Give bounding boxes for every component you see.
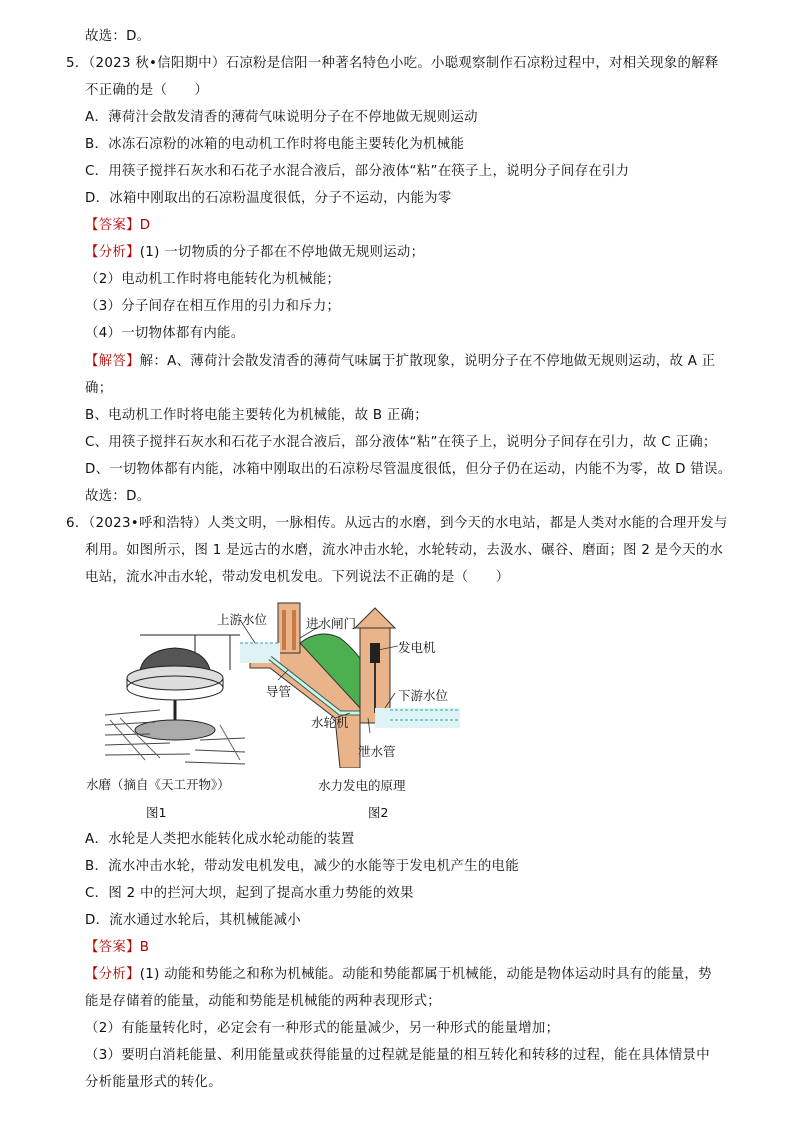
figure1-caption: 水磨（摘自《天工开物》）	[86, 777, 230, 792]
label-turbine: 水轮机	[311, 715, 349, 730]
label-downstream: 下游水位	[398, 688, 449, 703]
q6-option-a: A．水轮是人类把水能转化成水轮动能的装置	[85, 832, 355, 847]
q5-stem-line1: 5．（2023 秋•信阳期中）石凉粉是信阳一种著名特色小吃。小聪观察制作石凉粉过程中，对相关现象的解释	[66, 56, 719, 71]
q6-answer: 【答案】B	[85, 940, 150, 955]
q5-solution-text-1: 解：A、薄荷汁会散发清香的薄荷气味属于扩散现象，说明分子在不停地做无规则运动，故 A 正	[139, 354, 716, 369]
q6-analysis-4: （3）要明白消耗能量、利用能量或获得能量的过程就是能量的相互转化和转移的过程，能在具体情景中	[85, 1048, 710, 1063]
q5-analysis-head: 【分析】	[85, 245, 140, 260]
q6-analysis-2: 能是存储着的能量，动能和势能是机械能的两种表现形式；	[85, 994, 441, 1009]
q5-solution-head: 【解答】	[85, 354, 140, 369]
q6-stem-line3: 电站，流水冲击水轮，带动发电机发电。下列说法不正确的是（ ）	[85, 570, 510, 585]
q6-analysis-5: 分析能量形式的转化。	[85, 1075, 222, 1090]
q5-solution-1	[85, 353, 715, 371]
q5-analysis-2: （2）电动机工作时将电能转化为机械能；	[85, 272, 341, 287]
label-generator: 发电机	[398, 640, 436, 655]
q6-option-d: D．流水通过水轮后，其机械能减小	[85, 913, 301, 928]
label-gate: 进水闸门	[306, 616, 357, 631]
q5-solution-6: 故选：D。	[85, 489, 151, 504]
q6-analysis-1	[85, 966, 712, 984]
q5-solution-4: C、用筷子搅拌石灰水和石花子水混合液后，部分液体“粘”在筷子上，说明分子间存在引力，故 C 正确；	[85, 435, 717, 450]
q5-option-b: B．冰冻石凉粉的冰箱的电动机工作时将电能主要转化为机械能	[85, 137, 465, 152]
q5-solution-3: B、电动机工作时将电能主要转化为机械能，故 B 正确；	[85, 408, 428, 423]
q5-analysis-1	[85, 244, 424, 262]
q5-option-d: D．冰箱中刚取出的石凉粉温度很低，分子不运动，内能为零	[85, 191, 452, 206]
q5-stem-line2: 不正确的是（ ）	[85, 83, 209, 98]
q6-analysis-text-1: (1) 动能和势能之和称为机械能。动能和势能都属于机械能，动能是物体运动时具有的能量，势	[139, 967, 712, 982]
q5-solution-5: D、一切物体都有内能，冰箱中刚取出的石凉粉尽管温度很低，但分子仍在运动，内能不为零，故 D 错误。	[85, 462, 732, 477]
q6-option-b: B．流水冲击水轮，带动发电机发电，减少的水能等于发电机产生的电能	[85, 859, 519, 874]
figure2-label: 图2	[368, 805, 389, 820]
q5-analysis-3: （3）分子间存在相互作用的引力和斥力；	[85, 299, 341, 314]
figure1-label: 图1	[146, 805, 167, 820]
label-pipe: 导管	[266, 684, 292, 699]
q6-analysis-3: （2）有能量转化时，必定会有一种形式的能量减少，另一种形式的能量增加；	[85, 1021, 560, 1036]
label-outlet: 泄水管	[358, 744, 396, 759]
q6-option-c: C．图 2 中的拦河大坝，起到了提高水重力势能的效果	[85, 886, 414, 901]
prev-answer: 故选：D。	[85, 29, 151, 44]
q6-analysis-head: 【分析】	[85, 967, 140, 982]
q5-analysis-text-1: (1) 一切物质的分子都在不停地做无规则运动；	[139, 245, 425, 260]
q5-solution-2: 确；	[85, 381, 113, 396]
q5-option-c: C．用筷子搅拌石灰水和石花子水混合液后，部分液体“粘”在筷子上，说明分子间存在引力	[85, 164, 630, 179]
figure2-caption: 水力发电的原理	[318, 778, 406, 793]
q6-stem-line2: 利用。如图所示，图 1 是远古的水磨，流水冲击水轮，水轮转动，去汲水、碾谷、磨面；图 2 是今天的水	[85, 543, 724, 558]
q5-option-a: A．薄荷汁会散发清香的薄荷气味说明分子在不停地做无规则运动	[85, 110, 478, 125]
q5-answer: 【答案】D	[85, 218, 151, 233]
q5-analysis-4: （4）一切物体都有内能。	[85, 326, 245, 341]
label-upstream: 上游水位	[217, 612, 268, 627]
q6-stem-line1: 6．（2023•呼和浩特）人类文明，一脉相传。从远古的水磨，到今天的水电站，都是人类对水能的合理开发与	[66, 516, 728, 531]
